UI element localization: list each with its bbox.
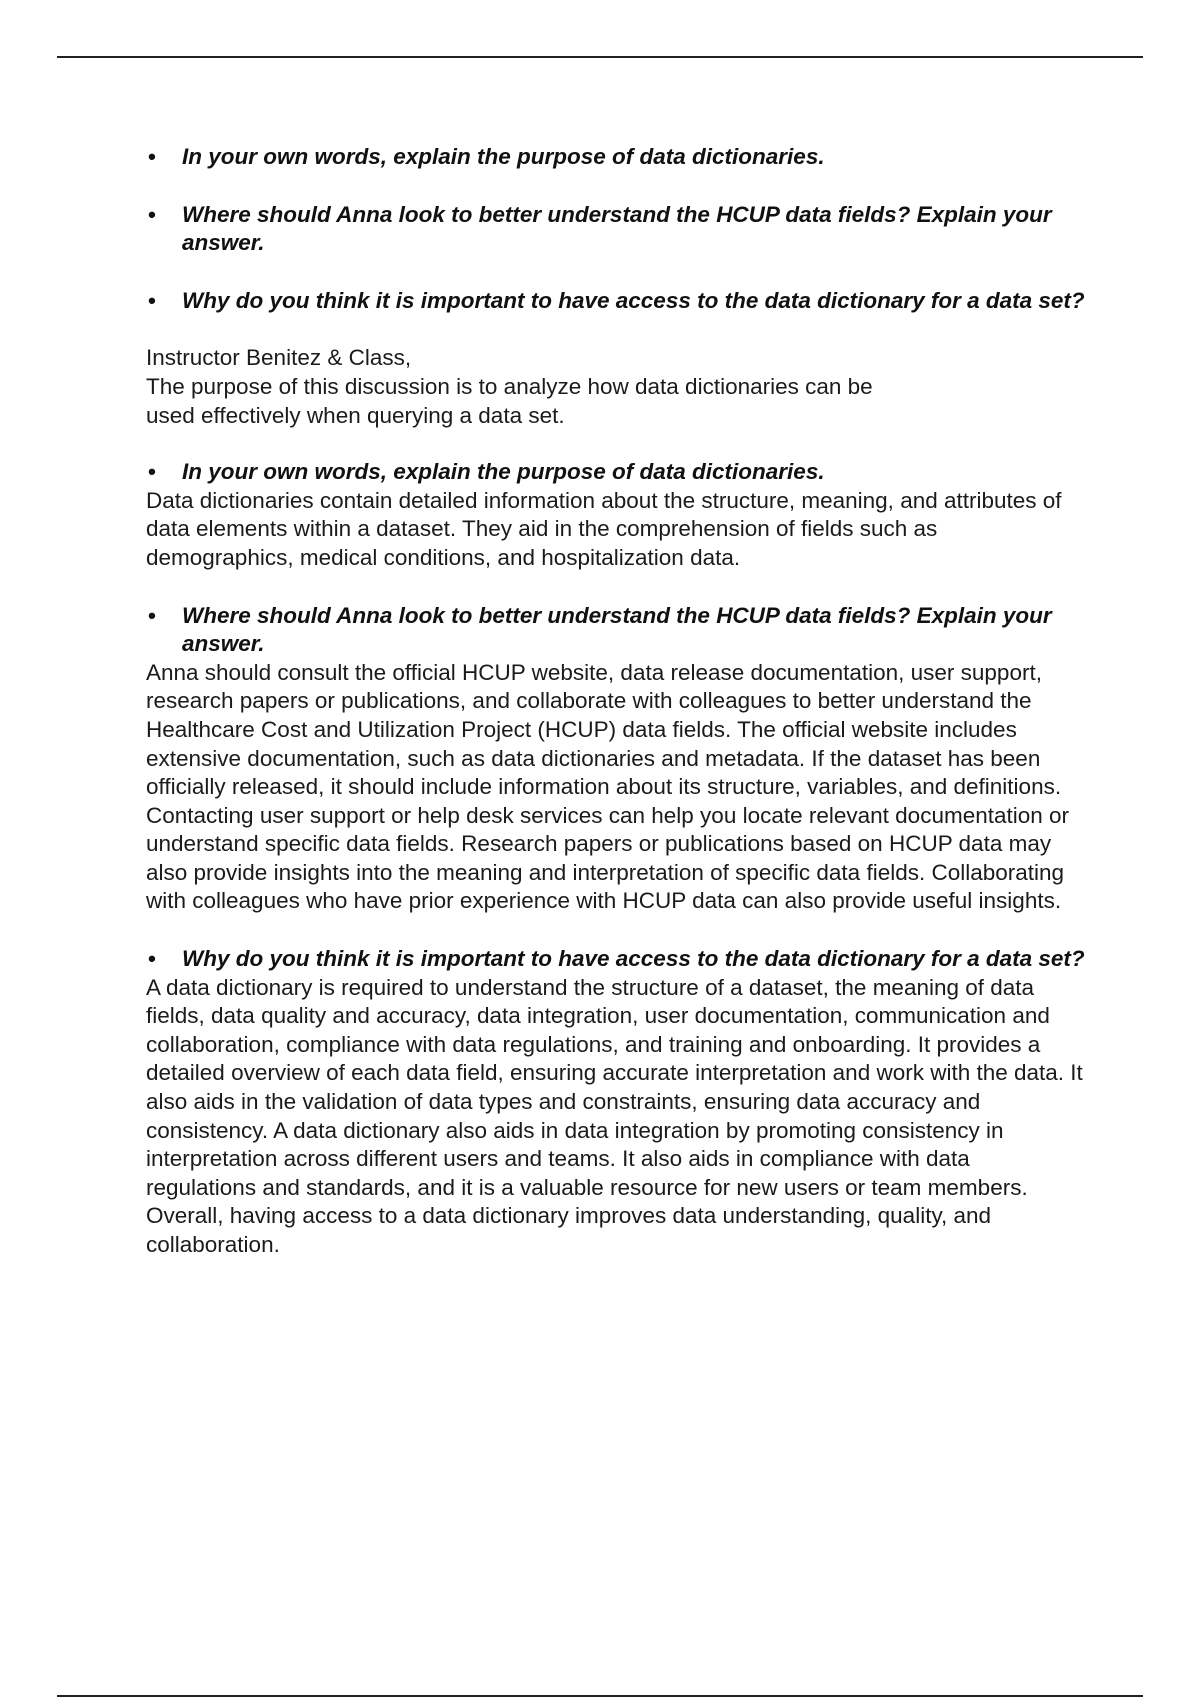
- question-item: [146, 143, 1086, 172]
- intro: [146, 344, 1086, 430]
- question-text: In your own words, explain the purpose of data dictionaries.: [182, 144, 825, 169]
- answer-section: [146, 602, 1086, 917]
- greeting: Instructor Benitez & Class,: [146, 345, 412, 371]
- bullet-icon: •: [148, 602, 156, 628]
- bullet-icon: •: [148, 144, 156, 169]
- question-text: Why do you think it is important to have access to the data dictionary for a data set?: [182, 287, 1085, 313]
- bottom-rule: [57, 1695, 1143, 1697]
- document-body: [146, 143, 1086, 1289]
- purpose-statement: The purpose of this discussion is to analyze how data dictionaries can be used effectively when querying a data set.: [146, 373, 873, 428]
- answer-section: [146, 458, 1086, 572]
- top-rule: [57, 56, 1143, 58]
- bullet-icon: •: [148, 459, 156, 485]
- answer-section: [146, 945, 1086, 1260]
- section-question-text: Why do you think it is important to have access to the data dictionary for a data set?: [182, 946, 1085, 972]
- question-item: [146, 201, 1086, 258]
- section-question: [146, 602, 1086, 659]
- bullet-icon: •: [148, 287, 156, 313]
- question-item: [146, 287, 1086, 316]
- section-answer: Anna should consult the official HCUP website, data release documentation, user support, research papers or publications, and collaborate with colleagues to better understand the Healthcare Cost and Utilization Project (HCUP) data fields. The official website includes extensive documentation, such as data dictionaries and metadata. If the dataset has been officially released, it should include information about its structure, variables, and definitions. Contacting user support or help desk services can help you locate relevant documentation or understand specific data fields. Research papers or publications based on HCUP data may also provide insights into the meaning and interpretation of specific data fields. Collaborating with colleagues who have prior experience with HCUP data can also provide useful insights.: [146, 659, 1070, 914]
- bullet-icon: •: [148, 946, 156, 972]
- section-answer: Data dictionaries contain detailed information about the structure, meaning, and attributes of data elements within a dataset. They aid in the comprehension of fields such as demographics, medical conditions, and hospitalization data.: [146, 487, 1062, 570]
- question-list: [146, 143, 1086, 315]
- section-question-text: In your own words, explain the purpose of data dictionaries.: [182, 459, 825, 485]
- section-answer: A data dictionary is required to understand the structure of a dataset, the meaning of data fields, data quality and accuracy, data integration, user documentation, communication and collaboration, compliance with data regulations, and training and onboarding. It provides a detailed overview of each data field, ensuring accurate interpretation and work with the data. It also aids in the validation of data types and constraints, ensuring data accuracy and consistency. A data dictionary also aids in data integration by promoting consistency in interpretation across different users and teams. It also aids in compliance with data regulations and standards, and it is a valuable resource for new users or team members. Overall, having access to a data dictionary improves data understanding, quality, and collaboration.: [146, 974, 1083, 1257]
- question-text: Where should Anna look to better understand the HCUP data fields? Explain your answer.: [182, 201, 1052, 256]
- section-question-text: Where should Anna look to better understand the HCUP data fields? Explain your answer.: [182, 602, 1052, 657]
- section-question: [146, 458, 1086, 487]
- section-question: [146, 945, 1086, 974]
- bullet-icon: •: [148, 201, 156, 227]
